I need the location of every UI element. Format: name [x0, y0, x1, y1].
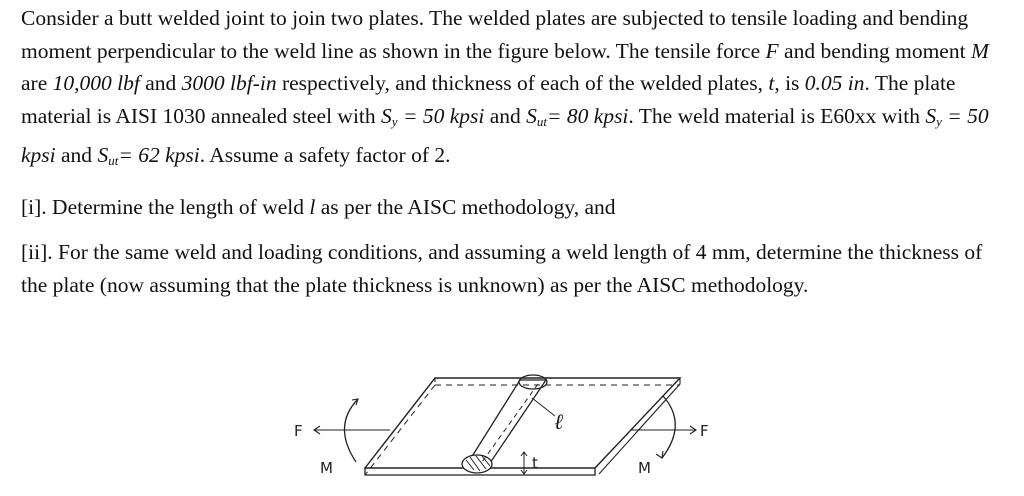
- right-force-label: F: [700, 422, 709, 440]
- intro-text: and: [55, 142, 98, 167]
- weld-ultimate-symbol: S: [97, 142, 109, 167]
- moment-value: 3000 lbf-in: [181, 71, 277, 96]
- moment-symbol: M: [970, 38, 989, 63]
- butt-weld-diagram: [270, 356, 740, 496]
- weld-length-label: ℓ: [554, 410, 564, 435]
- weld-length-symbol: l: [309, 194, 316, 219]
- thickness-label: t: [532, 454, 538, 472]
- ultimate-subscript: ut: [536, 114, 548, 130]
- intro-text: . The plate material is AISI 1030 annealed steel with: [21, 71, 956, 129]
- intro-text: and: [139, 71, 182, 96]
- question-i-text: [i]. Determine the length of weld: [21, 194, 310, 219]
- weld-yield-symbol: S: [925, 104, 937, 129]
- yield-subscript: y: [391, 114, 398, 130]
- question-i: [21, 191, 1006, 224]
- intro-text: . Assume a safety factor of 2.: [199, 142, 451, 167]
- plate-yield-value: = 50: [397, 104, 445, 129]
- length-dimension-line: [532, 398, 555, 416]
- thickness-symbol: t: [768, 71, 775, 96]
- intro-text: respectively, and thickness of each of the welded plates,: [276, 71, 769, 96]
- intro-text: and: [484, 104, 527, 129]
- intro-text: and bending moment: [778, 38, 971, 63]
- thickness-value: 0.05 in: [804, 71, 865, 96]
- unit-kpsi: kpsi: [449, 104, 485, 129]
- plate-ultimate-value: = 80 kpsi: [547, 104, 629, 129]
- weld-ultimate-value: = 62 kpsi: [118, 142, 200, 167]
- problem-statement: [21, 2, 1006, 302]
- intro-text: . The weld material is E60xx with: [628, 104, 926, 129]
- yield-strength-symbol: S: [381, 104, 392, 129]
- intro-text: are: [21, 71, 53, 96]
- force-value: 10,000 lbf: [52, 71, 140, 96]
- left-moment-label: M: [320, 459, 333, 477]
- intro-text: Consider a butt welded joint to join two plates. The welded plates are subjected to tensile loading and bending moment perpendicular to the weld line as shown in the figure below. The tensile force: [21, 6, 969, 63]
- weld-bead-end: [519, 375, 547, 389]
- intro-text: , is: [774, 71, 805, 96]
- question-i-text: as per the AISC methodology, and: [315, 194, 616, 219]
- problem-intro: [21, 2, 1006, 178]
- yield-subscript: y: [936, 114, 942, 130]
- force-symbol: F: [765, 38, 779, 63]
- right-moment-label: M: [638, 459, 651, 477]
- butt-weld-figure: [270, 356, 740, 496]
- question-ii: [ii]. For the same weld and loading conditions, and assuming a weld length of 4 mm, determine the thickness of the plate (now assuming that the plate thickness is unknown) as per the AISC methodology.: [21, 240, 983, 297]
- weld-yield-value: = 50 kpsi: [21, 104, 989, 167]
- right-moment-arrow: [656, 451, 663, 458]
- left-force-label: F: [294, 422, 303, 440]
- ultimate-subscript: ut: [108, 152, 119, 168]
- right-moment-arc: [662, 396, 675, 458]
- ultimate-strength-symbol: S: [526, 104, 537, 129]
